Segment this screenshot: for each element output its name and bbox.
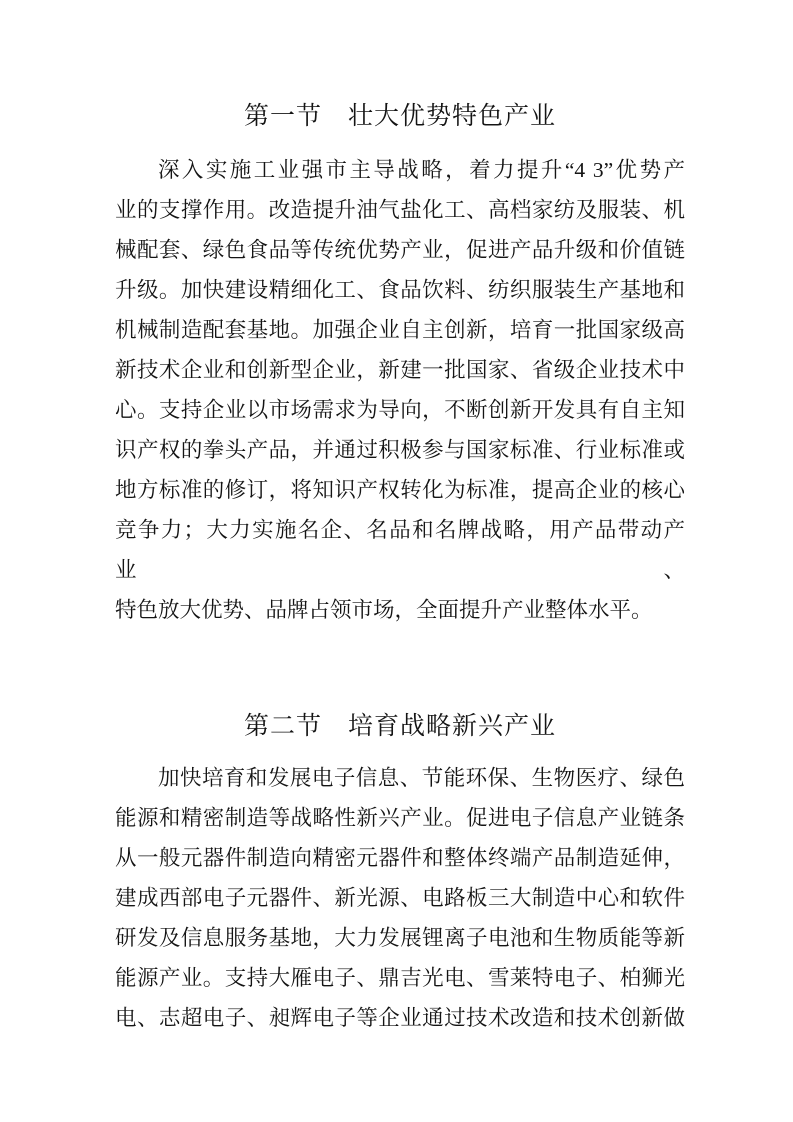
paragraph-line: 械配套、绿色食品等传统优势产业，促进产品升级和价值链 xyxy=(115,238,685,262)
paragraph-line: 地方标准的修订，将知识产权转化为标准，提高企业的核心 xyxy=(115,478,685,502)
paragraph-line: 竞争力；大力实施名企、名品和名牌战略，用产品带动产业、 xyxy=(115,518,685,582)
paragraph-line: 业的支撑作用。改造提升油气盐化工、高档家纺及服装、机 xyxy=(115,198,685,222)
paragraph-line: 升级。加快建设精细化工、食品饮料、纺织服装生产基地和 xyxy=(115,278,685,302)
section-2-paragraph xyxy=(115,758,685,1038)
paragraph-line: 研发及信息服务基地，大力发展锂离子电池和生物质能等新 xyxy=(115,926,685,950)
paragraph-line: 建成西部电子元器件、新光源、电路板三大制造中心和软件 xyxy=(115,886,685,910)
document-content xyxy=(115,100,685,1038)
paragraph-line: 特色放大优势、品牌占领市场，全面提升产业整体水平。 xyxy=(115,598,653,622)
paragraph-line: 加快培育和发展电子信息、节能环保、生物医疗、绿色 xyxy=(158,766,685,790)
section-1-heading: 第一节 壮大优势特色产业 xyxy=(243,103,556,130)
paragraph-line: 从一般元器件制造向精密元器件和整体终端产品制造延伸， xyxy=(115,846,685,870)
paragraph-line: 识产权的拳头产品，并通过积极参与国家标准、行业标准或 xyxy=(115,438,685,462)
paragraph-line: 能源和精密制造等战略性新兴产业。促进电子信息产业链条 xyxy=(115,806,685,830)
paragraph-line: 深入实施工业强市主导战略，着力提升“4 3”优势产 xyxy=(158,158,685,182)
paragraph-line: 能源产业。支持大雁电子、鼎吉光电、雪莱特电子、柏狮光 xyxy=(115,966,685,990)
section-1-paragraph xyxy=(115,150,685,630)
paragraph-line: 新技术企业和创新型企业，新建一批国家、省级企业技术中 xyxy=(115,358,685,382)
paragraph-line: 机械制造配套基地。加强企业自主创新，培育一批国家级高 xyxy=(115,318,685,342)
section-2-heading: 第二节 培育战略新兴产业 xyxy=(243,713,556,740)
paragraph-line: 电、志超电子、昶辉电子等企业通过技术改造和技术创新做 xyxy=(115,1006,685,1030)
paragraph-line: 心。支持企业以市场需求为导向，不断创新开发具有自主知 xyxy=(115,398,685,422)
